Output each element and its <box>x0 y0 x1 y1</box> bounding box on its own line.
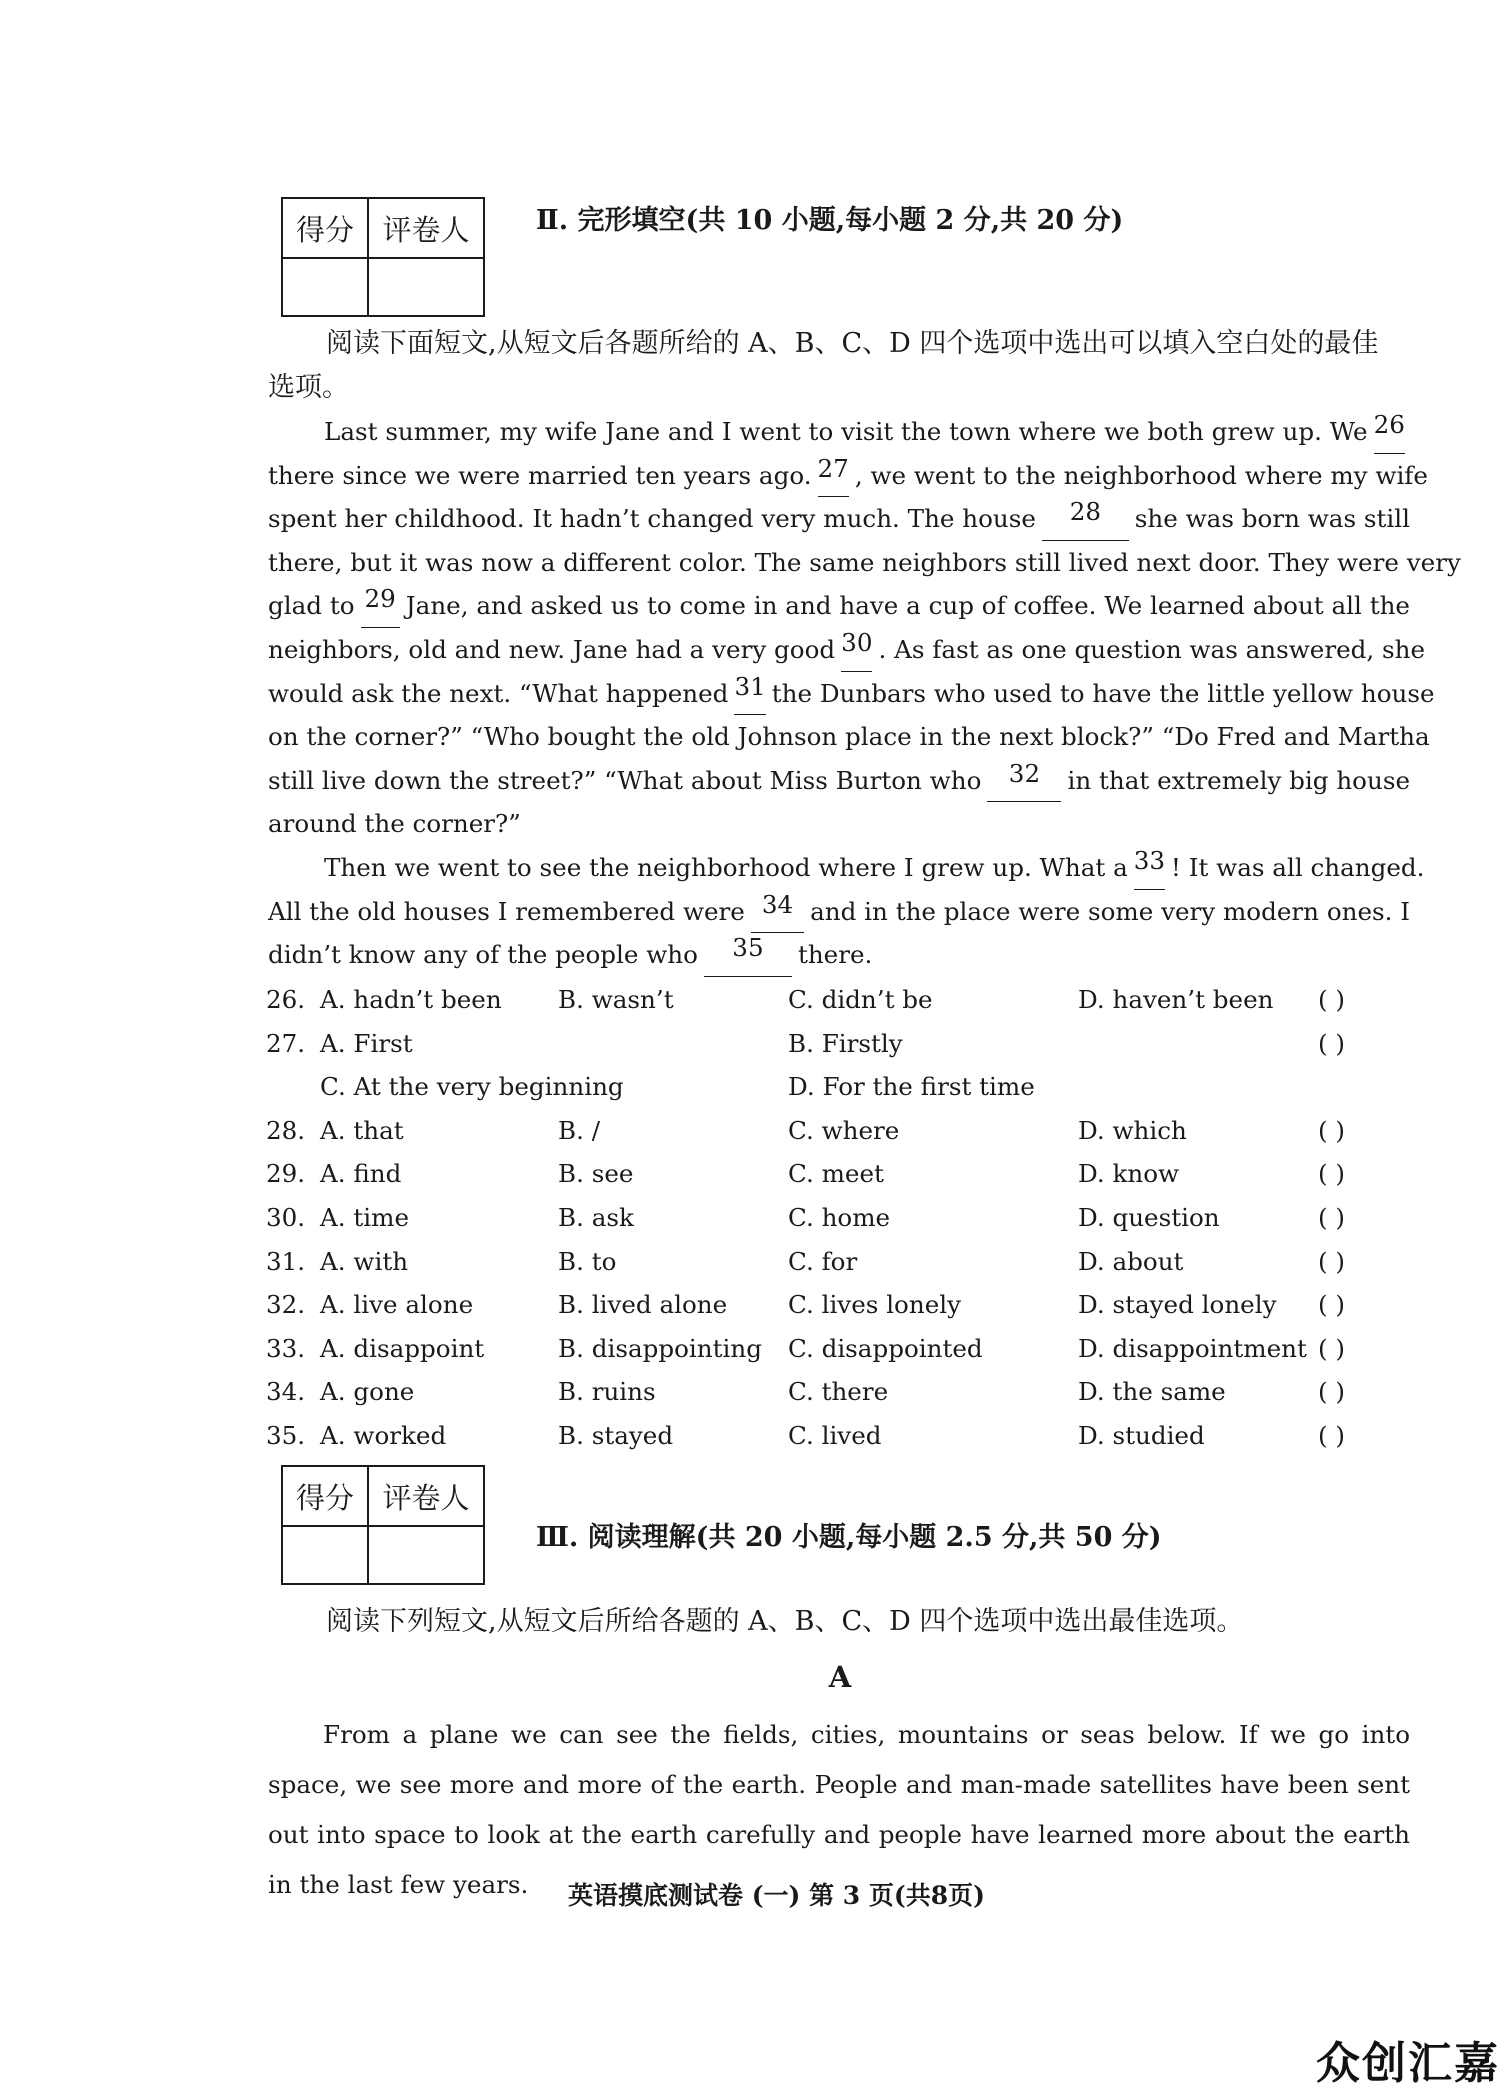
passage-text: didn’t know any of the people who <box>268 940 698 970</box>
section2-instruction-line1: 阅读下面短文,从短文后各题所给的 A、B、C、D 四个选项中选出可以填入空白处的最佳 <box>326 328 1379 359</box>
answer-parentheses[interactable]: ( ) <box>1318 1333 1346 1363</box>
passage-line <box>268 890 1410 934</box>
passage-text: Jane, and asked us to come in and have a cup of coffee. We learned about all the <box>405 591 1410 621</box>
question-number: 32. <box>266 1290 306 1320</box>
score-cell[interactable] <box>282 258 368 316</box>
passage-line <box>268 410 1410 454</box>
grader-label: 评卷人 <box>368 198 484 258</box>
option-d[interactable]: D. about <box>1078 1246 1184 1276</box>
passage-line <box>268 846 1425 890</box>
passage-text: around the corner?” <box>268 809 521 839</box>
grader-cell[interactable] <box>368 258 484 316</box>
option-a[interactable]: A. with <box>320 1246 409 1276</box>
score-label: 得分 <box>282 1466 368 1526</box>
question-number: 30. <box>266 1203 306 1232</box>
option-d[interactable]: D. disappointment <box>1078 1333 1307 1363</box>
section2-instruction-line2: 选项。 <box>268 372 349 403</box>
passage-text: still live down the street?” “What about Miss Burton who <box>268 765 982 795</box>
cloze-blank[interactable]: 34 <box>751 890 804 934</box>
passage-line <box>268 802 1410 846</box>
option-a[interactable]: A. gone <box>320 1377 415 1407</box>
passage-text: the Dunbars who used to have the little yellow house <box>771 678 1435 708</box>
passage-text: on the corner?” “Who bought the old Johnson place in the next block?” “Do Fred and Martha <box>268 722 1430 752</box>
passage-text: Then we went to see the neighborhood where I grew up. What a <box>324 853 1128 882</box>
answer-parentheses[interactable]: ( ) <box>1318 1203 1346 1232</box>
cloze-blank[interactable]: 27 <box>818 454 849 498</box>
score-box-section3 <box>281 1465 485 1585</box>
option-b[interactable]: B. lived alone <box>558 1290 728 1320</box>
answer-parentheses[interactable]: ( ) <box>1318 1115 1346 1145</box>
option-c[interactable]: C. meet <box>788 1159 884 1189</box>
passage-text: and in the place were some very modern ones. I <box>810 896 1410 926</box>
answer-parentheses[interactable]: ( ) <box>1318 1377 1346 1407</box>
cloze-blank[interactable]: 28 <box>1042 497 1129 541</box>
passage-text: Last summer, my wife Jane and I went to visit the town where we both grew up. We <box>324 417 1368 446</box>
option-a[interactable]: A. hadn’t been <box>320 985 502 1014</box>
option-d[interactable]: D. which <box>1078 1115 1187 1145</box>
option-a[interactable]: C. At the very beginning <box>320 1072 624 1102</box>
passage-text: would ask the next. “What happened <box>268 678 729 708</box>
passage-line <box>268 453 1428 498</box>
option-d[interactable]: D. studied <box>1078 1421 1205 1450</box>
passage-a-text: From a plane we can see the fields, cities, mountains or seas below. If we go into space, we see more and more of the earth. People and man-made satellites have been sent out into space to look at the earth carefully and people have learned more about the earth in the last few years. <box>268 1720 1410 1899</box>
score-cell[interactable] <box>282 1526 368 1584</box>
cloze-blank[interactable]: 30 <box>841 628 872 672</box>
score-box-section2 <box>281 197 485 317</box>
option-c[interactable]: C. home <box>788 1203 891 1232</box>
option-c[interactable]: C. lived <box>788 1421 882 1450</box>
answer-parentheses[interactable]: ( ) <box>1318 1421 1346 1450</box>
passage-text: glad to <box>268 591 355 621</box>
option-c[interactable]: D. For the first time <box>788 1072 1035 1102</box>
question-number: 34. <box>266 1377 306 1407</box>
option-b[interactable]: B. / <box>558 1115 600 1145</box>
question-row <box>266 1327 1416 1371</box>
passage-line <box>268 584 1410 628</box>
passage-letter: A <box>828 1660 852 1694</box>
option-d[interactable]: D. know <box>1078 1159 1180 1189</box>
passage-text: neighbors, old and new. Jane had a very good <box>268 635 836 664</box>
passage-line <box>268 497 1410 541</box>
passage-line <box>268 759 1410 803</box>
grader-label: 评卷人 <box>368 1466 484 1526</box>
option-a[interactable]: A. disappoint <box>320 1333 485 1363</box>
passage-text: ! It was all changed. <box>1171 853 1425 882</box>
option-a[interactable]: A. that <box>320 1115 404 1145</box>
option-c[interactable]: B. Firstly <box>788 1028 903 1058</box>
passage-line <box>268 541 1461 585</box>
question-row <box>266 1370 1416 1414</box>
cloze-blank[interactable]: 26 <box>1374 410 1405 454</box>
answer-parentheses[interactable]: ( ) <box>1318 1290 1346 1320</box>
passage-text: in that extremely big house <box>1067 765 1410 795</box>
cloze-blank[interactable]: 29 <box>361 584 400 628</box>
option-d[interactable]: D. question <box>1078 1203 1220 1232</box>
question-number: 31. <box>266 1246 306 1276</box>
option-a[interactable]: A. worked <box>320 1421 447 1450</box>
option-a[interactable]: A. time <box>320 1203 410 1232</box>
question-number: 28. <box>266 1115 306 1145</box>
question-row <box>266 1240 1416 1284</box>
passage-text: spent her childhood. It hadn’t changed very much. The house <box>268 504 1036 534</box>
option-c[interactable]: C. there <box>788 1377 889 1407</box>
option-a[interactable]: A. First <box>320 1028 413 1058</box>
question-row <box>266 1022 1416 1066</box>
option-c[interactable]: C. disappointed <box>788 1333 983 1363</box>
cloze-blank[interactable]: 33 <box>1134 846 1165 890</box>
answer-parentheses[interactable]: ( ) <box>1318 985 1346 1014</box>
option-d[interactable]: D. the same <box>1078 1377 1226 1407</box>
question-row <box>266 1152 1416 1196</box>
watermark-logo: 众创汇嘉 <box>1316 2038 1500 2089</box>
question-row <box>266 1109 1416 1153</box>
option-b[interactable]: B. wasn’t <box>558 985 674 1014</box>
answer-parentheses[interactable]: ( ) <box>1318 1159 1346 1189</box>
passage-text: there, but it was now a different color. The same neighbors still lived next door. They were very <box>268 547 1461 577</box>
option-b[interactable]: B. see <box>558 1159 634 1189</box>
option-c[interactable]: C. where <box>788 1115 900 1145</box>
option-b[interactable]: B. ruins <box>558 1377 656 1407</box>
option-c[interactable]: C. for <box>788 1246 858 1276</box>
section3-instruction: 阅读下列短文,从短文后所给各题的 A、B、C、D 四个选项中选出最佳选项。 <box>326 1606 1244 1637</box>
answer-parentheses[interactable]: ( ) <box>1318 1028 1346 1058</box>
passage-text: there since we were married ten years ago. <box>268 460 812 490</box>
cloze-blank[interactable]: 32 <box>987 759 1061 803</box>
option-d[interactable]: D. stayed lonely <box>1078 1290 1277 1320</box>
passage-text: All the old houses I remembered were <box>268 896 745 926</box>
section2-title: Ⅱ. 完形填空(共 10 小题,每小题 2 分,共 20 分) <box>536 205 1124 236</box>
passage-text: there. <box>797 940 873 970</box>
option-a[interactable]: A. find <box>320 1159 402 1189</box>
passage-text: . As fast as one question was answered, she <box>878 635 1426 664</box>
grader-cell[interactable] <box>368 1526 484 1584</box>
answer-parentheses[interactable]: ( ) <box>1318 1246 1346 1276</box>
question-row <box>266 978 1416 1022</box>
question-row <box>266 1065 1416 1109</box>
question-row <box>266 1196 1416 1240</box>
page-footer: 英语摸底测试卷 (一) 第 3 页(共8页) <box>568 1881 985 1910</box>
option-b[interactable]: B. ask <box>558 1203 634 1232</box>
cloze-blank[interactable]: 35 <box>704 933 792 977</box>
score-label: 得分 <box>282 198 368 258</box>
option-c[interactable]: C. lives lonely <box>788 1290 962 1320</box>
question-number: 26. <box>266 985 306 1014</box>
option-a[interactable]: A. live alone <box>320 1290 474 1320</box>
passage-line <box>268 715 1430 759</box>
passage-text: , we went to the neighborhood where my wife <box>854 460 1428 490</box>
passage-line <box>268 933 1410 977</box>
option-d[interactable]: D. haven’t been <box>1078 985 1274 1014</box>
question-number: 27. <box>266 1028 306 1058</box>
option-b[interactable]: B. stayed <box>558 1421 674 1450</box>
option-b[interactable]: B. to <box>558 1246 617 1276</box>
option-b[interactable]: B. disappointing <box>558 1333 762 1363</box>
question-number: 35. <box>266 1421 306 1450</box>
question-row <box>266 1414 1416 1458</box>
question-number: 29. <box>266 1159 306 1189</box>
option-c[interactable]: C. didn’t be <box>788 985 933 1014</box>
cloze-blank[interactable]: 31 <box>734 672 765 716</box>
passage-line <box>268 671 1435 716</box>
passage-text: she was born was still <box>1134 504 1410 534</box>
question-number: 33. <box>266 1333 306 1363</box>
passage-line <box>268 628 1426 672</box>
question-row <box>266 1283 1416 1327</box>
section3-title: Ⅲ. 阅读理解(共 20 小题,每小题 2.5 分,共 50 分) <box>536 1522 1162 1553</box>
